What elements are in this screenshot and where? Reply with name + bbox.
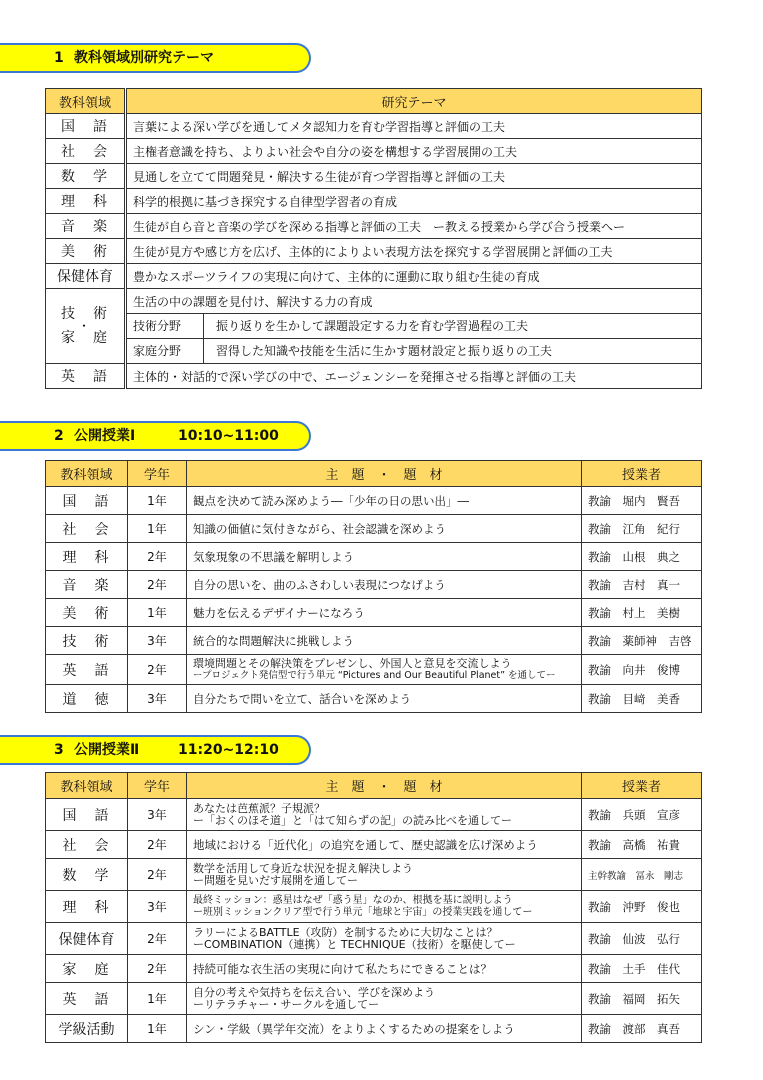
subject-cell: 英 語 bbox=[46, 364, 126, 389]
subject-cell: 社 会 bbox=[46, 139, 126, 164]
table-header-row bbox=[46, 773, 702, 799]
grade-cell: 1年 bbox=[128, 487, 187, 515]
table-row bbox=[46, 289, 702, 314]
theme-cell: 生徒が自ら音と音楽の学びを深める指導と評価の工夫 ー教える授業から学び合う授業へー bbox=[126, 214, 702, 239]
grade-cell: 2年 bbox=[128, 571, 187, 599]
topic-cell: 知識の価値に気付きながら、社会認識を深めよう bbox=[187, 515, 582, 543]
sub-label: 家庭分野 bbox=[127, 339, 204, 363]
topic-line-2: ーCOMBINATION（連携）と TECHNIQUE（技術）を駆使してー bbox=[193, 937, 516, 951]
header-subject: 教科領域 bbox=[46, 89, 126, 114]
teacher-cell: 教諭 渡部 真吾 bbox=[582, 1015, 702, 1043]
section-3-time: 11:20~12:10 bbox=[178, 742, 279, 758]
topic-cell: 統合的な問題解決に挑戦しよう bbox=[187, 627, 582, 655]
header-grade: 学年 bbox=[128, 461, 187, 487]
subject-cell: 保健体育 bbox=[46, 923, 128, 955]
teacher-cell: 教諭 福岡 拓矢 bbox=[582, 983, 702, 1015]
header-teacher: 授業者 bbox=[582, 773, 702, 799]
subject-dot: ・ bbox=[77, 319, 92, 333]
topic-line-1: 最終ミッション：惑星はなぜ「惑う星」なのか、根拠を基に説明しよう bbox=[193, 894, 513, 906]
topic-cell: シン・学級（異学年交流）をよりよくするための提案をしよう bbox=[187, 1015, 582, 1043]
table-row bbox=[46, 655, 702, 685]
topic-cell bbox=[187, 923, 582, 955]
teacher-cell: 教諭 目﨑 美香 bbox=[582, 685, 702, 713]
subject-tech: 技 術 bbox=[61, 306, 109, 322]
topic-cell: 観点を決めて読み深めよう―「少年の日の思い出」― bbox=[187, 487, 582, 515]
teacher-cell: 教諭 仙波 弘行 bbox=[582, 923, 702, 955]
topic-cell: 気象現象の不思議を解明しよう bbox=[187, 543, 582, 571]
grade-cell: 2年 bbox=[128, 859, 187, 891]
topic-cell: 魅力を伝えるデザイナーになろう bbox=[187, 599, 582, 627]
subject-cell: 国 語 bbox=[46, 114, 126, 139]
teacher-cell: 教諭 江角 紀行 bbox=[582, 515, 702, 543]
subject-cell: 社 会 bbox=[46, 831, 128, 859]
subject-cell: 国 語 bbox=[46, 799, 128, 831]
topic-line-2: ー「おくのほそ道」と「はて知らずの記」の読み比べを通してー bbox=[193, 813, 512, 827]
theme-cell: 見通しを立てて問題発見・解決する生徒が育つ学習指導と評価の工夫 bbox=[126, 164, 702, 189]
topic-cell bbox=[187, 655, 582, 685]
topic-line-1: ラリーによるBATTLE（攻防）を制するために大切なことは？ bbox=[193, 925, 498, 939]
theme-cell: 言葉による深い学びを通してメタ認知力を育む学習指導と評価の工夫 bbox=[126, 114, 702, 139]
subject-cell: 道 徳 bbox=[46, 685, 128, 713]
header-theme: 研究テーマ bbox=[126, 89, 702, 114]
table-row bbox=[46, 364, 702, 389]
open-class-2-table bbox=[45, 772, 702, 1043]
subject-cell: 社 会 bbox=[46, 515, 128, 543]
table-row bbox=[46, 264, 702, 289]
table-row bbox=[46, 571, 702, 599]
table-row bbox=[46, 114, 702, 139]
table-row bbox=[46, 599, 702, 627]
table-row bbox=[46, 515, 702, 543]
section-2-number: 2 bbox=[54, 428, 64, 444]
grade-cell: 2年 bbox=[128, 831, 187, 859]
grade-cell: 2年 bbox=[128, 543, 187, 571]
table-row bbox=[46, 164, 702, 189]
subject-cell: 数 学 bbox=[46, 859, 128, 891]
teacher-cell: 教諭 村上 美樹 bbox=[582, 599, 702, 627]
teacher-cell: 教諭 兵頭 宣彦 bbox=[582, 799, 702, 831]
subject-cell: 英 語 bbox=[46, 983, 128, 1015]
teacher-cell: 教諭 高橋 祐貴 bbox=[582, 831, 702, 859]
subject-cell: 美 術 bbox=[46, 599, 128, 627]
grade-cell: 2年 bbox=[128, 955, 187, 983]
table-row bbox=[46, 891, 702, 923]
subject-cell-tech-home bbox=[46, 289, 126, 364]
table-row bbox=[46, 955, 702, 983]
subject-cell: 技 術 bbox=[46, 627, 128, 655]
grade-cell: 1年 bbox=[128, 599, 187, 627]
research-theme-table bbox=[45, 88, 702, 389]
teacher-cell: 教諭 沖野 俊也 bbox=[582, 891, 702, 923]
header-subject: 教科領域 bbox=[46, 773, 128, 799]
subject-cell: 保健体育 bbox=[46, 264, 126, 289]
teacher-cell: 教諭 向井 俊博 bbox=[582, 655, 702, 685]
subject-home: 家 庭 bbox=[61, 330, 109, 346]
theme-cell: 生徒が見方や感じ方を広げ、主体的によりよい表現方法を探究する学習展開と評価の工夫 bbox=[126, 239, 702, 264]
table-row bbox=[46, 685, 702, 713]
section-3-banner bbox=[0, 735, 311, 765]
table-row bbox=[46, 627, 702, 655]
grade-cell: 3年 bbox=[128, 685, 187, 713]
grade-cell: 3年 bbox=[128, 799, 187, 831]
header-topic: 主 題 ・ 題 材 bbox=[187, 461, 582, 487]
table-row bbox=[46, 339, 702, 364]
topic-cell: 地域における「近代化」の追究を通して、歴史認識を広げ深めよう bbox=[187, 831, 582, 859]
theme-cell: 主体的・対話的で深い学びの中で、エージェンシーを発揮させる指導と評価の工夫 bbox=[126, 364, 702, 389]
theme-cell: 科学的根拠に基づき探究する自律型学習者の育成 bbox=[126, 189, 702, 214]
teacher-cell: 主幹教諭 冨永 剛志 bbox=[582, 859, 702, 891]
teacher-cell: 教諭 吉村 真一 bbox=[582, 571, 702, 599]
topic-line-2: ー班別ミッションクリア型で行う単元「地球と宇宙」の授業実践を通してー bbox=[193, 906, 533, 918]
subject-cell: 理 科 bbox=[46, 543, 128, 571]
grade-cell: 1年 bbox=[128, 983, 187, 1015]
teacher-cell: 教諭 山根 典之 bbox=[582, 543, 702, 571]
theme-cell: 主権者意識を持ち、よりよい社会や自分の姿を構想する学習展開の工夫 bbox=[126, 139, 702, 164]
section-2-time: 10:10~11:00 bbox=[178, 428, 279, 444]
grade-cell: 2年 bbox=[128, 923, 187, 955]
table-row bbox=[46, 1015, 702, 1043]
theme-subcell bbox=[126, 339, 702, 364]
section-2-banner bbox=[0, 421, 311, 451]
topic-line-2: ープロジェクト発信型で行う単元 “Pictures and Our Beautiful Planet” を通してー bbox=[193, 669, 556, 681]
subject-cell: 数 学 bbox=[46, 164, 126, 189]
theme-subcell bbox=[126, 314, 702, 339]
header-teacher: 授業者 bbox=[582, 461, 702, 487]
section-2-title: 公開授業Ⅰ bbox=[74, 428, 136, 444]
grade-cell: 3年 bbox=[128, 891, 187, 923]
open-class-1-table bbox=[45, 460, 702, 713]
sub-theme: 振り返りを生かして課題設定する力を育む学習過程の工夫 bbox=[216, 319, 529, 333]
table-header-row bbox=[46, 89, 702, 114]
grade-cell: 1年 bbox=[128, 515, 187, 543]
topic-line-1: 自分の考えや気持ちを伝え合い、学びを深めよう bbox=[193, 985, 435, 999]
subject-cell: 美 術 bbox=[46, 239, 126, 264]
subject-cell: 音 楽 bbox=[46, 214, 126, 239]
sub-label: 技術分野 bbox=[127, 314, 204, 338]
subject-cell: 学級活動 bbox=[46, 1015, 128, 1043]
section-1-number: 1 bbox=[54, 50, 64, 66]
grade-cell: 2年 bbox=[128, 655, 187, 685]
subject-cell: 理 科 bbox=[46, 189, 126, 214]
table-row bbox=[46, 923, 702, 955]
header-topic: 主 題 ・ 題 材 bbox=[187, 773, 582, 799]
topic-line-2: ーリテラチャー・サークルを通してー bbox=[193, 997, 380, 1011]
topic-cell bbox=[187, 859, 582, 891]
table-row bbox=[46, 239, 702, 264]
subject-cell: 音 楽 bbox=[46, 571, 128, 599]
subject-cell: 理 科 bbox=[46, 891, 128, 923]
table-row bbox=[46, 543, 702, 571]
topic-cell: 自分の思いを、曲のふさわしい表現につなげよう bbox=[187, 571, 582, 599]
table-row bbox=[46, 831, 702, 859]
section-1-title: 教科領域別研究テーマ bbox=[74, 50, 214, 66]
topic-cell bbox=[187, 983, 582, 1015]
table-row bbox=[46, 139, 702, 164]
theme-cell: 豊かなスポーツライフの実現に向けて、主体的に運動に取り組む生徒の育成 bbox=[126, 264, 702, 289]
table-header-row bbox=[46, 461, 702, 487]
grade-cell: 1年 bbox=[128, 1015, 187, 1043]
topic-cell: 自分たちで問いを立て、話合いを深めよう bbox=[187, 685, 582, 713]
subject-cell: 英 語 bbox=[46, 655, 128, 685]
subject-cell: 家 庭 bbox=[46, 955, 128, 983]
table-row bbox=[46, 983, 702, 1015]
subject-cell: 国 語 bbox=[46, 487, 128, 515]
header-subject: 教科領域 bbox=[46, 461, 128, 487]
table-row bbox=[46, 487, 702, 515]
sub-theme: 習得した知識や技能を生活に生かす題材設定と振り返りの工夫 bbox=[216, 344, 553, 358]
topic-cell: 持続可能な衣生活の実現に向けて私たちにできることは？ bbox=[187, 955, 582, 983]
table-row bbox=[46, 189, 702, 214]
table-row bbox=[46, 859, 702, 891]
table-row bbox=[46, 799, 702, 831]
topic-line-1: 数学を活用して身近な状況を捉え解決しよう bbox=[193, 861, 413, 875]
grade-cell: 3年 bbox=[128, 627, 187, 655]
teacher-cell: 教諭 土手 佳代 bbox=[582, 955, 702, 983]
table-row bbox=[46, 314, 702, 339]
topic-line-1: 環境問題とその解決策をプレゼンし、外国人と意見を交流しよう bbox=[193, 656, 512, 670]
header-grade: 学年 bbox=[128, 773, 187, 799]
teacher-cell: 教諭 堀内 賢吾 bbox=[582, 487, 702, 515]
topic-cell bbox=[187, 799, 582, 831]
topic-line-1: あなたは芭蕉派？子規派？ bbox=[193, 801, 325, 815]
section-3-title: 公開授業Ⅱ bbox=[74, 742, 140, 758]
topic-cell bbox=[187, 891, 582, 923]
teacher-cell: 教諭 薬師神 吉啓 bbox=[582, 627, 702, 655]
table-row bbox=[46, 214, 702, 239]
section-1-banner bbox=[0, 43, 311, 73]
topic-line-2: ー問題を見いだす展開を通してー bbox=[193, 873, 358, 887]
theme-cell: 生活の中の課題を見付け、解決する力の育成 bbox=[126, 289, 702, 314]
section-3-number: 3 bbox=[54, 742, 64, 758]
